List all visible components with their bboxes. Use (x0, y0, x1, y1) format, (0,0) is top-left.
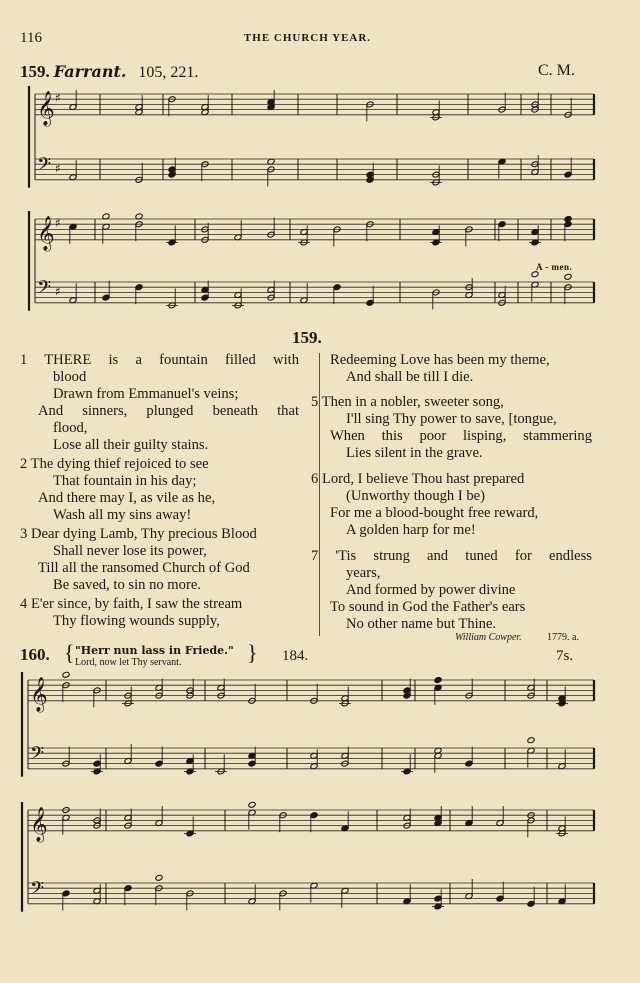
verse-line: Be saved, to sin no more. (53, 577, 201, 593)
hymn-160-tune-numbers: 184. (282, 648, 309, 664)
hymn-160-number: 160. (20, 645, 50, 664)
treble-clef-icon: 𝄞 (37, 90, 55, 126)
verse-line: Wash all my sins away! (53, 507, 192, 523)
verse-line: And there may I, as vile as he, (38, 490, 216, 506)
verse-line: 6 Lord, I believe Thou hast prepared (311, 471, 525, 487)
verse-line: 2 The dying thief rejoiced to see (20, 456, 209, 472)
hymn-160-meter: 7s. (556, 648, 574, 664)
verse-line: Lose all their guilty stains. (53, 437, 209, 453)
key-signature-sharp-icon: ♯ (55, 161, 61, 176)
verse-line: Lies silent in the grave. (346, 445, 483, 461)
treble-clef-icon: 𝄞 (30, 676, 48, 712)
verse-line: And shall be till I die. (346, 369, 474, 385)
note-head (248, 801, 256, 808)
hymn-159-music-system-1 (0, 82, 640, 202)
note-head (564, 273, 572, 280)
verse-line: 1 THERE is a fountain filled with (20, 352, 299, 368)
verse-line: Redeeming Love has been my theme, (330, 352, 550, 368)
hymn-160-english-title: Lord, now let Thy servant. (75, 657, 182, 668)
bass-clef-icon: 𝄢 (37, 154, 52, 180)
verse-line: Drawn from Emmanuel's veins; (53, 386, 239, 402)
note-head (527, 737, 535, 744)
hymn-159-text-number: 159. (292, 328, 322, 347)
verse-line: No other name but Thine. (346, 616, 497, 632)
verse-line: Till all the ransomed Church of God (38, 560, 250, 576)
right-brace-icon: } (247, 640, 258, 665)
treble-clef-icon: 𝄞 (37, 215, 55, 251)
author-year: 1779. a. (547, 632, 579, 643)
author-credit: William Cowper. (455, 632, 522, 643)
verse-line: flood, (53, 420, 88, 436)
verse-line: A golden harp for me! (346, 522, 476, 538)
note-head (155, 874, 163, 881)
bass-clef-icon: 𝄢 (30, 878, 45, 904)
bass-clef-icon: 𝄢 (30, 743, 45, 769)
hymn-160-music-system-2 (0, 793, 640, 943)
running-head (20, 30, 595, 46)
key-signature-sharp-icon: ♯ (55, 284, 61, 299)
hymn-159-number: 159. (20, 62, 50, 81)
hymn-159-tune: Farrant. (53, 62, 127, 81)
hymn-160-music-system-1 (0, 668, 640, 793)
amen-label: A - men. (536, 262, 573, 272)
hymn-159-meter: C. M. (538, 62, 575, 79)
verse-line: I'll sing Thy power to save, [tongue, (346, 411, 557, 427)
verse-line: When this poor lisping, stammering (330, 428, 592, 444)
verse-line: That fountain in his day; (53, 473, 197, 489)
running-title: THE CHURCH YEAR. (243, 32, 372, 44)
verse-line: For me a blood-bought free reward, (330, 505, 539, 521)
verse-line: (Unworthy though I be) (346, 488, 486, 504)
hymn-160-german-title: "Herr nun lass in Friede." (75, 644, 234, 657)
verse-line: Thy flowing wounds supply, (53, 613, 220, 629)
verse-line: 7 'Tis strung and tuned for endless (311, 548, 592, 564)
page-number: 116 (20, 30, 42, 46)
verse-line: And sinners, plunged beneath that (38, 403, 299, 419)
key-signature-sharp-icon: ♯ (55, 91, 61, 106)
verse-line: 3 Dear dying Lamb, Thy precious Blood (20, 526, 257, 542)
left-brace-icon: { (64, 640, 75, 665)
hymn-159-tune-numbers: 105, 221. (138, 64, 199, 81)
bass-clef-icon: 𝄢 (37, 277, 52, 303)
verse-line: blood (53, 369, 87, 385)
hymn-159-heading (20, 62, 198, 82)
note-head (564, 216, 572, 223)
note-head (434, 677, 442, 684)
verse-line: 5 Then in a nobler, sweeter song, (311, 394, 504, 410)
note-head (62, 671, 70, 678)
verse-line: And formed by power divine (346, 582, 516, 598)
verse-line: 4 E'er since, by faith, I saw the stream (20, 596, 243, 612)
verse-line: Shall never lose its power, (53, 543, 207, 559)
verse-line: To sound in God the Father's ears (330, 599, 526, 615)
key-signature-sharp-icon: ♯ (55, 216, 61, 231)
treble-clef-icon: 𝄞 (30, 806, 48, 842)
verse-line: years, (346, 565, 381, 581)
